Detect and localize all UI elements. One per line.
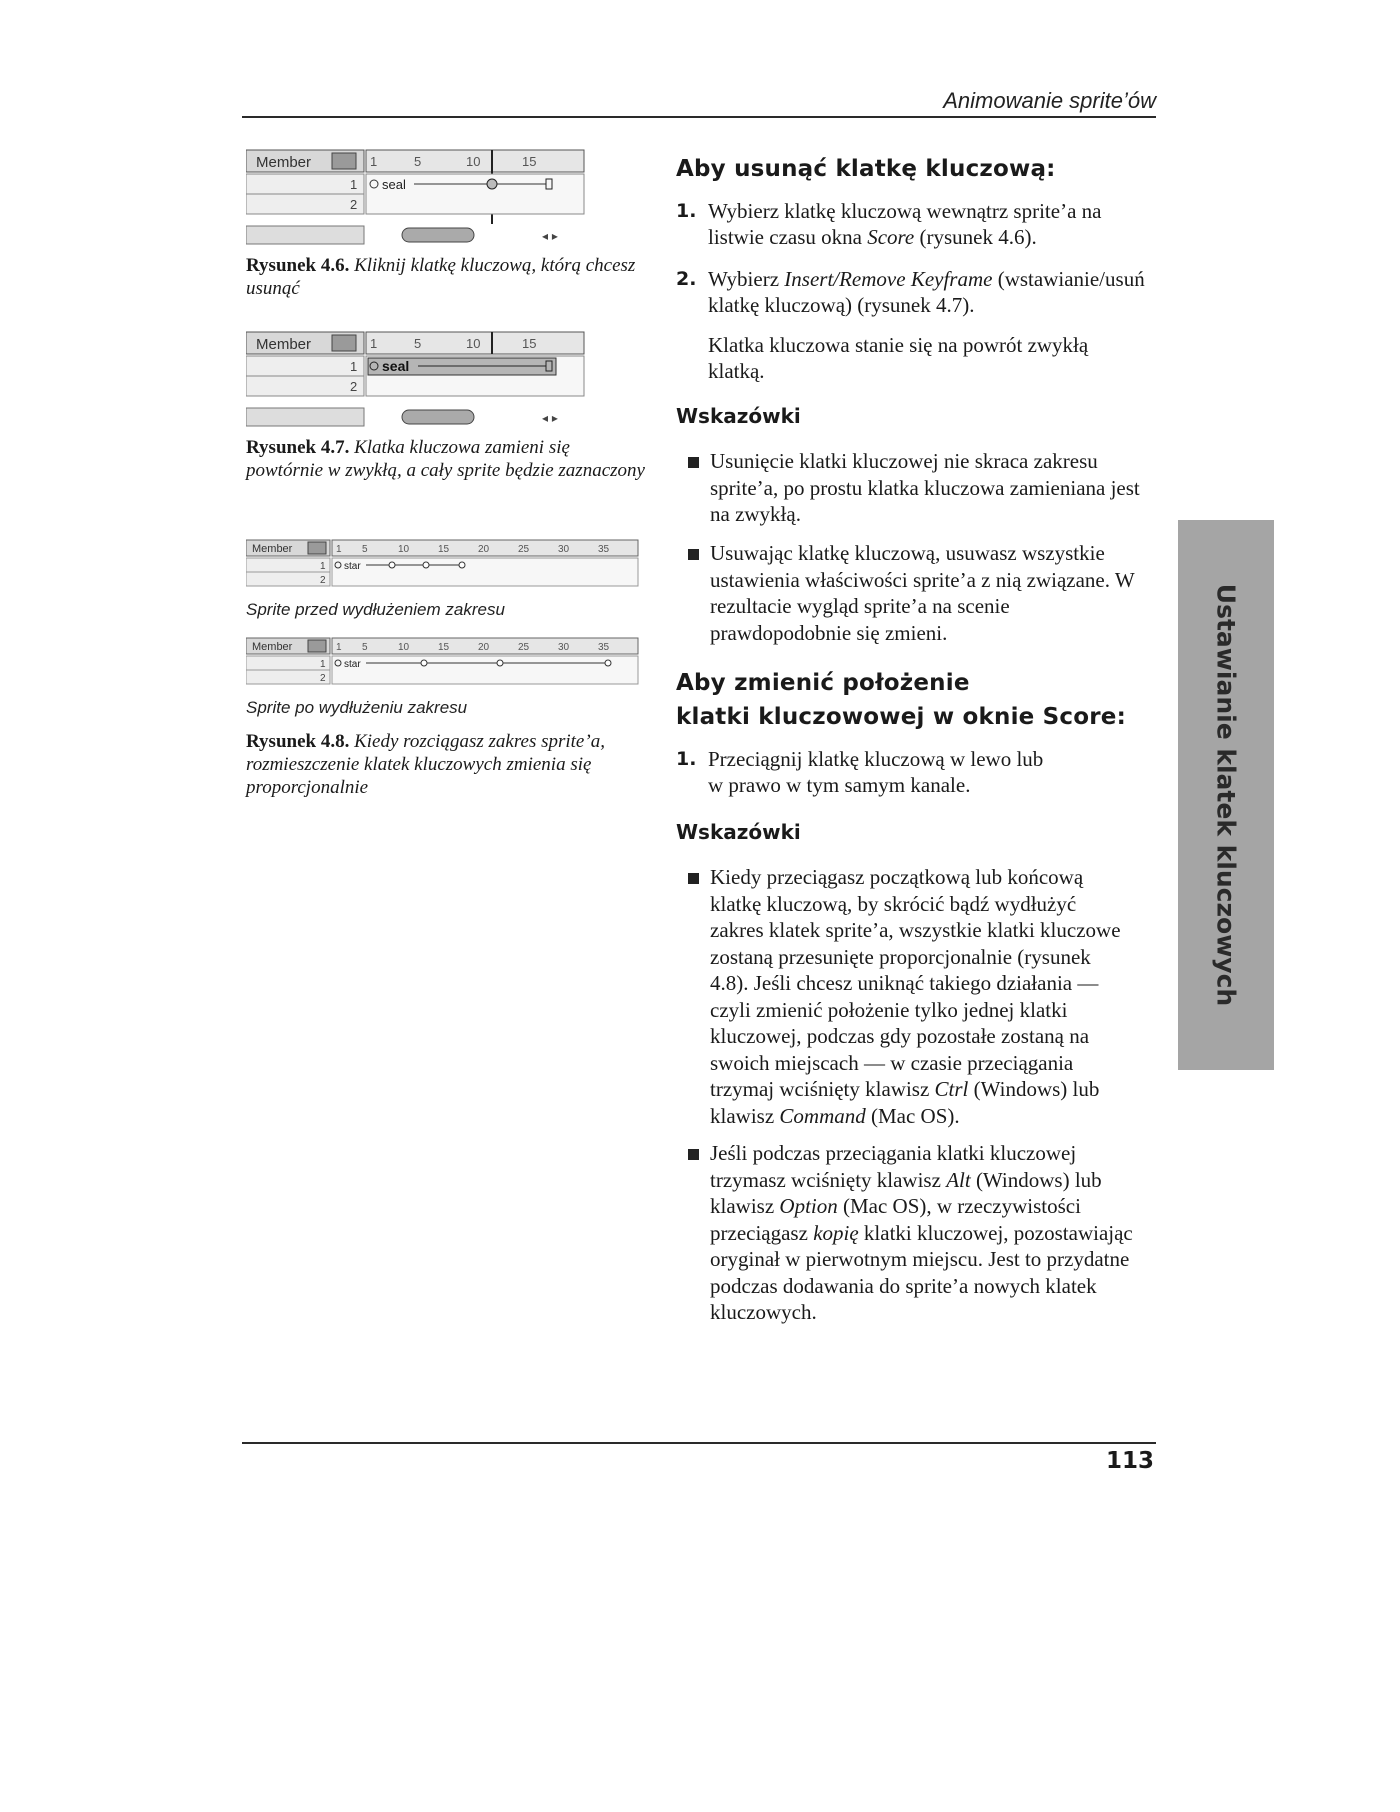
tick-label: 35: [598, 544, 610, 555]
figure-4-8-before-caption: Sprite przed wydłużeniem zakresu: [246, 600, 505, 619]
step-1: [676, 198, 1156, 254]
step-1: [676, 746, 1156, 802]
bullet-marker: [688, 1149, 699, 1160]
sprite-name: star: [344, 561, 361, 572]
side-tab-label: Ustawianie klatek kluczowych: [1211, 583, 1241, 1007]
step-text: Wybierz Insert/Remove Keyframe (wstawianie/usuń klatkę kluczową) (rysunek 4.7).: [708, 267, 1145, 317]
tick-label: 5: [414, 336, 422, 351]
tick-label: 10: [398, 642, 410, 653]
tick-label: 1: [336, 642, 342, 653]
tick-label: 1: [370, 154, 378, 169]
tick-label: 5: [414, 154, 422, 169]
footer-rule: [242, 1442, 1156, 1444]
tick-label: 20: [478, 642, 490, 653]
caption-label: Rysunek 4.8.: [246, 731, 350, 752]
tip-text: Usunięcie klatki kluczowej nie skraca zakresu sprite’a, po prostu klatka kluczowa zamieniana jest na zwykłą.: [710, 449, 1140, 526]
tick-label: 15: [522, 336, 537, 351]
tick-label: 35: [598, 642, 610, 653]
tip-bullet: [676, 864, 1156, 1134]
channel-number: 1: [320, 561, 326, 572]
tick-label: 20: [478, 544, 490, 555]
channel-number: 2: [320, 673, 326, 684]
svg-text:◂ ▸: ◂ ▸: [542, 411, 558, 425]
tick-label: 30: [558, 544, 570, 555]
step-number: 2.: [676, 268, 697, 290]
channel-number: 2: [320, 575, 326, 586]
svg-text:◂ ▸: ◂ ▸: [542, 229, 558, 243]
tip-bullet: [676, 540, 1156, 648]
figure-4-8-after: [246, 636, 652, 692]
tick-label: 10: [466, 336, 481, 351]
header-rule: [242, 116, 1156, 118]
tick-label: 15: [522, 154, 537, 169]
tick-label: 10: [466, 154, 481, 169]
channel-number: 1: [350, 359, 358, 374]
figure-4-6-caption: [246, 254, 646, 300]
tip-text: Kiedy przeciągasz początkową lub końcową klatkę kluczową, by skrócić bądź wydłużyć zakres klatek sprite’a, wszystkie klatki kluczowe zostaną przesunięte proporcjonalnie (rysunek 4.8). Jeśli chcesz uniknąć takiego działania — czyli zmienić położenie tylko jednej klatki kluczowej, podczas gdy pozostałe zostaną na swoich miejscach — w czasie przeciągania trzymaj wciśnięty klawisz Ctrl (Windows) lub klawisz Command (Mac OS).: [710, 865, 1121, 1128]
tips-heading: Wskazówki: [676, 820, 801, 844]
sprite-name: seal: [382, 177, 406, 192]
member-label: Member: [256, 154, 312, 171]
step-number: 1.: [676, 748, 697, 770]
tick-label: 25: [518, 642, 530, 653]
channel-number: 1: [320, 659, 326, 670]
chapter-side-tab: [1178, 520, 1274, 1070]
figure-4-6: [246, 148, 598, 248]
tip-bullet: [676, 448, 1156, 528]
member-label: Member: [252, 641, 293, 653]
page-number: 113: [1105, 1448, 1154, 1474]
tick-label: 15: [438, 642, 450, 653]
tick-label: 30: [558, 642, 570, 653]
tick-label: 1: [370, 336, 378, 351]
channel-number: 2: [350, 379, 358, 394]
channel-number: 2: [350, 197, 358, 212]
step-text: Przeciągnij klatkę kluczową w lewo lub w prawo w tym samym kanale.: [708, 747, 1044, 797]
sprite-name: star: [344, 659, 361, 670]
running-header: Animowanie sprite’ów: [943, 88, 1156, 113]
figure-4-8-caption: [246, 730, 646, 799]
bullet-marker: [688, 549, 699, 560]
tip-text: Jeśli podczas przeciągania klatki kluczowej trzymasz wciśnięty klawisz Alt (Windows) lub klawisz Option (Mac OS), w rzeczywistości przeciągasz kopię klatki kluczowej, pozostawiając oryginał w pierwotnym miejscu. Jest to przydatne podczas dodawania do sprite’a nowych klatek kluczowych.: [710, 1141, 1133, 1324]
caption-text: Kiedy rozciągasz zakres sprite’a, rozmieszczenie klatek kluczowych zmienia się proporcjonalnie: [246, 731, 605, 798]
tips-heading: Wskazówki: [676, 404, 801, 428]
bullet-marker: [688, 457, 699, 468]
caption-text: Kliknij klatkę kluczową, którą chcesz usunąć: [246, 255, 636, 299]
step-text: Wybierz klatkę kluczową wewnątrz sprite’a na listwie czasu okna Score (rysunek 4.6).: [708, 199, 1102, 249]
tip-text: Usuwając klatkę kluczową, usuwasz wszystkie ustawienia właściwości sprite’a z nią związane. W rezultacie wygląd sprite’a na scenie prawdopodobnie się zmieni.: [710, 541, 1135, 645]
caption-label: Rysunek 4.6.: [246, 255, 350, 276]
section-heading-move-keyframe: Aby zmienić położenie klatki kluczowowej w oknie Score:: [676, 670, 1127, 730]
figure-4-7: [246, 330, 598, 430]
step-number: 1.: [676, 200, 697, 222]
step-result-note: Klatka kluczowa stanie się na powrót zwykłą klatką.: [708, 333, 1089, 383]
sprite-name: seal: [382, 358, 410, 374]
section-heading-remove-keyframe: Aby usunąć klatkę kluczową:: [676, 156, 1056, 182]
tick-label: 1: [336, 544, 342, 555]
bullet-marker: [688, 873, 699, 884]
step-2: [676, 266, 1156, 322]
tick-label: 25: [518, 544, 530, 555]
caption-label: Rysunek 4.7.: [246, 437, 350, 458]
channel-number: 1: [350, 177, 358, 192]
member-label: Member: [252, 543, 293, 555]
tick-label: 5: [362, 544, 368, 555]
caption-text: Klatka kluczowa zamieni się powtórnie w zwykłą, a cały sprite będzie zaznaczony: [246, 437, 645, 481]
tick-label: 5: [362, 642, 368, 653]
tick-label: 10: [398, 544, 410, 555]
tick-label: 15: [438, 544, 450, 555]
tip-bullet: [676, 1140, 1156, 1332]
figure-4-8-before: [246, 538, 652, 594]
figure-4-8-after-caption: Sprite po wydłużeniu zakresu: [246, 698, 468, 717]
figure-4-7-caption: [246, 436, 646, 482]
member-label: Member: [256, 336, 312, 353]
